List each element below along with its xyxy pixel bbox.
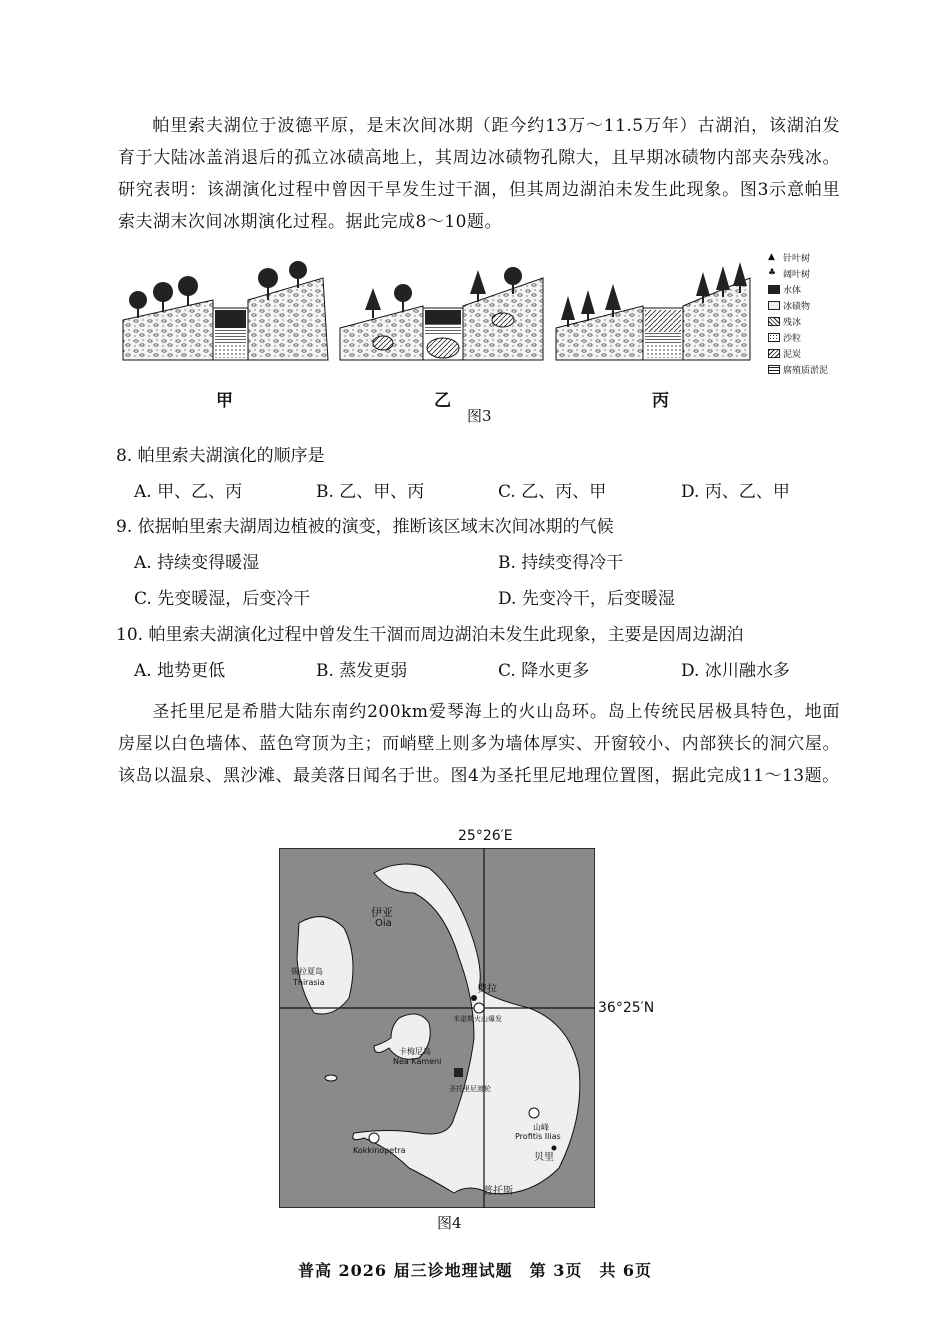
q9-option-b[interactable]: B. 持续变得冷干 xyxy=(498,553,624,573)
question-10-stem: 10. 帕里索夫湖演化过程中曾发生干涸而周边湖泊未发生此现象，主要是因周边湖泊 xyxy=(116,625,744,645)
map-label-fira: 费拉 xyxy=(477,984,497,995)
map-label-ferry: 圣托里尼渡轮 xyxy=(449,1085,491,1093)
figure-4-caption: 图4 xyxy=(437,1214,462,1232)
map-label-peak-cn: 山峰 xyxy=(533,1123,549,1132)
q10-option-c[interactable]: C. 降水更多 xyxy=(498,661,590,681)
q8-option-c[interactable]: C. 乙、丙、甲 xyxy=(498,482,607,502)
legend-sand: 沙粒 xyxy=(768,330,801,344)
question-9-stem: 9. 依据帕里索夫湖周边植被的演变，推断该区域末次间冰期的气候 xyxy=(116,517,614,537)
q8-option-b[interactable]: B. 乙、甲、丙 xyxy=(316,482,425,502)
q8-option-d[interactable]: D. 丙、乙、甲 xyxy=(681,482,790,502)
map-label-nea-kameni-en: Nea Kameni xyxy=(393,1057,442,1066)
legend-dead-ice: 残冰 xyxy=(768,314,801,328)
map-latitude-label: 36°25′N xyxy=(598,1000,655,1016)
map-label-akrotiri: 普托斯 xyxy=(483,1186,513,1197)
legend-peat: 泥炭 xyxy=(768,346,801,360)
legend-moraine: 冰碛物 xyxy=(768,298,810,312)
q9-option-a[interactable]: A. 持续变得暖湿 xyxy=(134,553,260,573)
q9-option-c[interactable]: C. 先变暖湿，后变冷干 xyxy=(134,589,311,609)
map-longitude-label: 25°26′E xyxy=(458,828,513,844)
map-label-volcano: 米诺斯火山爆发 xyxy=(453,1015,502,1023)
panel-jia xyxy=(123,261,328,360)
map-label-oia-cn: 伊亚 xyxy=(371,906,393,919)
q10-option-d[interactable]: D. 冰川融水多 xyxy=(681,661,790,681)
panel-label-jia: 甲 xyxy=(216,391,233,411)
page-footer: 普高 2026 届三诊地理试题 第 3页 共 6页 xyxy=(297,1261,653,1280)
legend-broadleaf: ♣ 阔叶树 xyxy=(768,268,811,280)
map-label-kokkinopetra: Kokkinopetra xyxy=(353,1146,406,1155)
panel-label-bing: 丙 xyxy=(652,391,669,411)
q9-option-d[interactable]: D. 先变冷干，后变暖湿 xyxy=(498,589,675,609)
passage-1-text: 帕里索夫湖位于波德平原，是末次间冰期（距今约13万～11.5万年）古湖泊，该湖泊发育于大陆冰盖消退后的孤立冰碛高地上，其周边冰碛物孔隙大，且早期冰碛物内部夹杂残冰。研究表明：该湖演化过程中曾因干旱发生过干涸，但其周边湖泊未发生此现象。图3示意帕里索夫湖末次间冰期演化过程。据此完成8～10题。 xyxy=(118,116,840,232)
q8-option-a[interactable]: A. 甲、乙、丙 xyxy=(134,482,243,502)
map-label-perissa: 贝里 xyxy=(534,1152,554,1163)
figure-4-map xyxy=(279,848,595,1208)
passage-1 xyxy=(118,110,840,238)
legend-water: 水体 xyxy=(768,282,801,296)
question-8-stem: 8. 帕里索夫湖演化的顺序是 xyxy=(116,446,325,466)
panel-yi xyxy=(340,267,543,360)
map-label-oia-en: Oia xyxy=(375,918,392,929)
figure-3-caption: 图3 xyxy=(467,407,492,425)
figure-3 xyxy=(118,248,848,418)
map-label-peak-en: Profitis Ilias xyxy=(515,1132,561,1141)
passage-2-text: 圣托里尼是希腊大陆东南约200km爱琴海上的火山岛环。岛上传统民居极具特色，地面房屋以白色墙体、蓝色穹顶为主；而峭壁上则多为墙体厚实、开窗较小、内部狭长的洞穴屋。该岛以温泉、黑沙滩、最美落日闻名于世。图4为圣托里尼地理位置图，据此完成11～13题。 xyxy=(118,702,840,786)
map-label-nea-kameni-cn: 卡梅尼岛 xyxy=(399,1047,431,1056)
q10-option-b[interactable]: B. 蒸发更弱 xyxy=(316,661,408,681)
map-label-thirasia-cn: 锡拉夏岛 xyxy=(291,967,323,976)
legend-humus-mud: 腐殖质淤泥 xyxy=(768,362,828,376)
map-label-thirasia-en: Thirasia xyxy=(293,978,325,987)
legend-conifer: ▲ 针叶树 xyxy=(768,252,811,264)
panel-label-yi: 乙 xyxy=(434,391,451,411)
panel-bing xyxy=(556,262,750,360)
passage-2 xyxy=(118,696,840,792)
q10-option-a[interactable]: A. 地势更低 xyxy=(134,661,226,681)
